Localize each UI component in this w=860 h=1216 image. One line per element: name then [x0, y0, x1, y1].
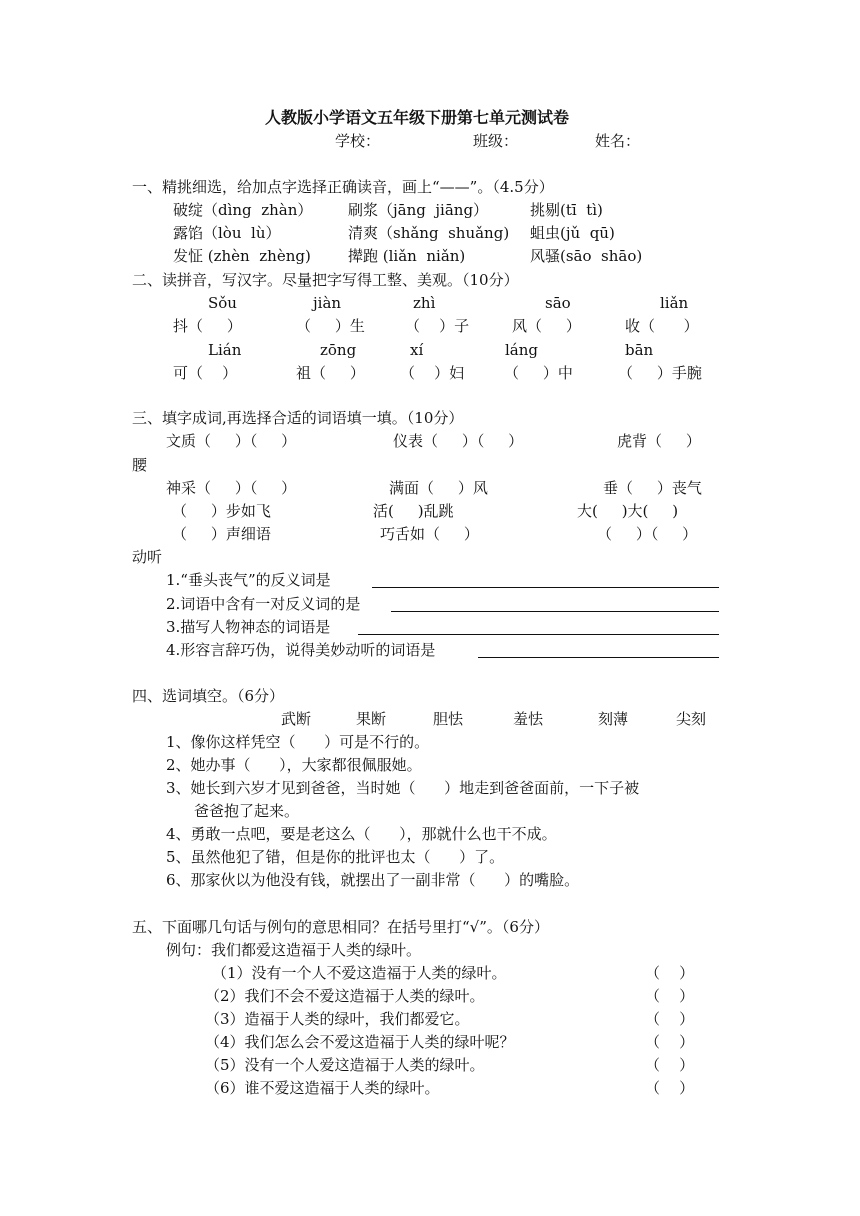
s3-question: 3.描写人物神态的词语是: [166, 618, 331, 636]
char-blank: 祖（ ）: [296, 364, 365, 382]
word-blank: 文质（ ）（ ）: [166, 432, 297, 450]
answer-line[interactable]: [478, 657, 719, 658]
check-bracket[interactable]: （ ）: [645, 987, 695, 1005]
s5-item: （1）没有一个人不爱这造福于人类的绿叶。: [212, 964, 507, 982]
pinyin: liǎn: [660, 294, 689, 312]
pinyin: sāo: [545, 294, 571, 312]
pinyin: jiàn: [313, 294, 342, 312]
pinyin: zhì: [413, 294, 436, 312]
s4-item: 6、那家伙以为他没有钱，就摆出了一副非常（ ）的嘴脸。: [166, 871, 580, 889]
page-title: 人教版小学语文五年级下册第七单元测试卷: [265, 108, 570, 127]
word-blank: （ ）步如飞: [172, 502, 271, 520]
s4-item: 爸爸抱了起来。: [194, 802, 300, 820]
s5-item: （3）造福于人类的绿叶，我们都爱它。: [205, 1010, 470, 1028]
word-choice: 尖刻: [676, 710, 707, 728]
pinyin: xí: [410, 341, 424, 359]
s3-question: 1.“垂头丧气”的反义词是: [166, 571, 331, 589]
check-bracket[interactable]: （ ）: [645, 1056, 695, 1074]
check-bracket[interactable]: （ ）: [645, 1010, 695, 1028]
class-label: 班级：: [473, 132, 519, 150]
s5-item: （6）谁不爱这造福于人类的绿叶。: [205, 1079, 440, 1097]
s5-item: （4）我们怎么会不爱这造福于人类的绿叶呢？: [205, 1033, 515, 1051]
s4-item: 5、虽然他犯了错，但是你的批评也太（ ）了。: [166, 848, 505, 866]
section-1-heading: 一、精挑细选，给加点字选择正确读音，画上“——”。（4.5分）: [132, 178, 554, 196]
answer-line[interactable]: [372, 587, 719, 588]
check-bracket[interactable]: （ ）: [645, 1079, 695, 1097]
pinyin: bān: [625, 341, 654, 359]
section-2-heading: 二、读拼音，写汉字。尽量把字写得工整、美观。（10分）: [132, 271, 519, 289]
char-blank: （ ）妇: [400, 364, 465, 382]
s4-item: 1、像你这样凭空（ ）可是不行的。: [166, 733, 430, 751]
word-choice: 果断: [356, 710, 387, 728]
s1-item: 发怔 (zhèn zhèng): [173, 247, 311, 265]
check-bracket[interactable]: （ ）: [645, 964, 695, 982]
word-choice: 武断: [281, 710, 312, 728]
char-blank: 风（ ）: [512, 317, 581, 335]
s1-item: 清爽（shǎng shuǎng): [348, 224, 510, 242]
word-blank: （ ）（ ）: [597, 525, 698, 543]
word-choice: 胆怯: [433, 710, 464, 728]
section-4-heading: 四、选词填空。（6分）: [132, 687, 285, 705]
example-sentence: 例句：我们都爱这造福于人类的绿叶。: [166, 941, 422, 959]
name-label: 姓名：: [595, 132, 641, 150]
s1-item: 挑剔(tī tì): [530, 201, 603, 219]
answer-line[interactable]: [358, 634, 719, 635]
char-blank: 抖（ ）: [173, 317, 242, 335]
word-wrap: 动听: [132, 548, 163, 566]
char-blank: （ ）生: [296, 317, 365, 335]
s1-item: 露馅（lòu lù）: [173, 224, 281, 242]
s4-item: 2、她办事（ ），大家都很佩服她。: [166, 756, 422, 774]
word-blank: （ ）声细语: [172, 525, 271, 543]
pinyin: Sǒu: [208, 294, 237, 312]
s1-item: 蛆虫(jǔ qū): [530, 224, 615, 242]
s5-item: （5）没有一个人爱这造福于人类的绿叶。: [205, 1056, 485, 1074]
char-blank: （ ）中: [504, 364, 573, 382]
s1-item: 破绽（dìng zhàn）: [173, 201, 313, 219]
check-bracket[interactable]: （ ）: [645, 1033, 695, 1051]
s1-item: 撵跑 (liǎn niǎn): [348, 247, 466, 265]
pinyin: Lián: [208, 341, 242, 359]
s3-question: 4.形容言辞巧伪，说得美妙动听的词语是: [166, 641, 436, 659]
pinyin: zōng: [320, 341, 357, 359]
answer-line[interactable]: [391, 611, 719, 612]
school-label: 学校：: [335, 132, 381, 150]
section-5-heading: 五、下面哪几句话与例句的意思相同？在括号里打“√”。（6分）: [132, 918, 549, 936]
char-blank: （ ）手腕: [618, 364, 702, 382]
word-blank: 仪表（ ）（ ）: [393, 432, 524, 450]
word-choice: 刻薄: [598, 710, 629, 728]
word-blank: 满面（ ）风: [389, 479, 488, 497]
s5-item: （2）我们不会不爱这造福于人类的绿叶。: [205, 987, 485, 1005]
s4-item: 4、勇敢一点吧，要是老这么（ ），那就什么也干不成。: [166, 825, 557, 843]
word-blank: 神采（ ）（ ）: [166, 479, 297, 497]
pinyin: láng: [505, 341, 539, 359]
word-wrap: 腰: [132, 456, 148, 474]
s1-item: 风骚(sāo shāo): [530, 247, 643, 265]
char-blank: （ ）子: [405, 317, 470, 335]
word-choice: 羞怯: [513, 710, 544, 728]
word-blank: 巧舌如（ ）: [380, 525, 479, 543]
s4-item: 3、她长到六岁才见到爸爸，当时她（ ）地走到爸爸面前，一下子被: [166, 779, 640, 797]
word-blank: 大( )大( ): [577, 502, 679, 520]
word-blank: 虎背（ ）: [617, 432, 701, 450]
word-blank: 活( )乱跳: [373, 502, 454, 520]
section-3-heading: 三、填字成词,再选择合适的词语填一填。（10分）: [132, 409, 464, 427]
char-blank: 收（ ）: [625, 317, 699, 335]
s3-question: 2.词语中含有一对反义词的是: [166, 595, 361, 613]
s1-item: 刷浆（jāng jiāng）: [348, 201, 489, 219]
word-blank: 垂（ ）丧气: [603, 479, 702, 497]
char-blank: 可（ ）: [173, 364, 238, 382]
